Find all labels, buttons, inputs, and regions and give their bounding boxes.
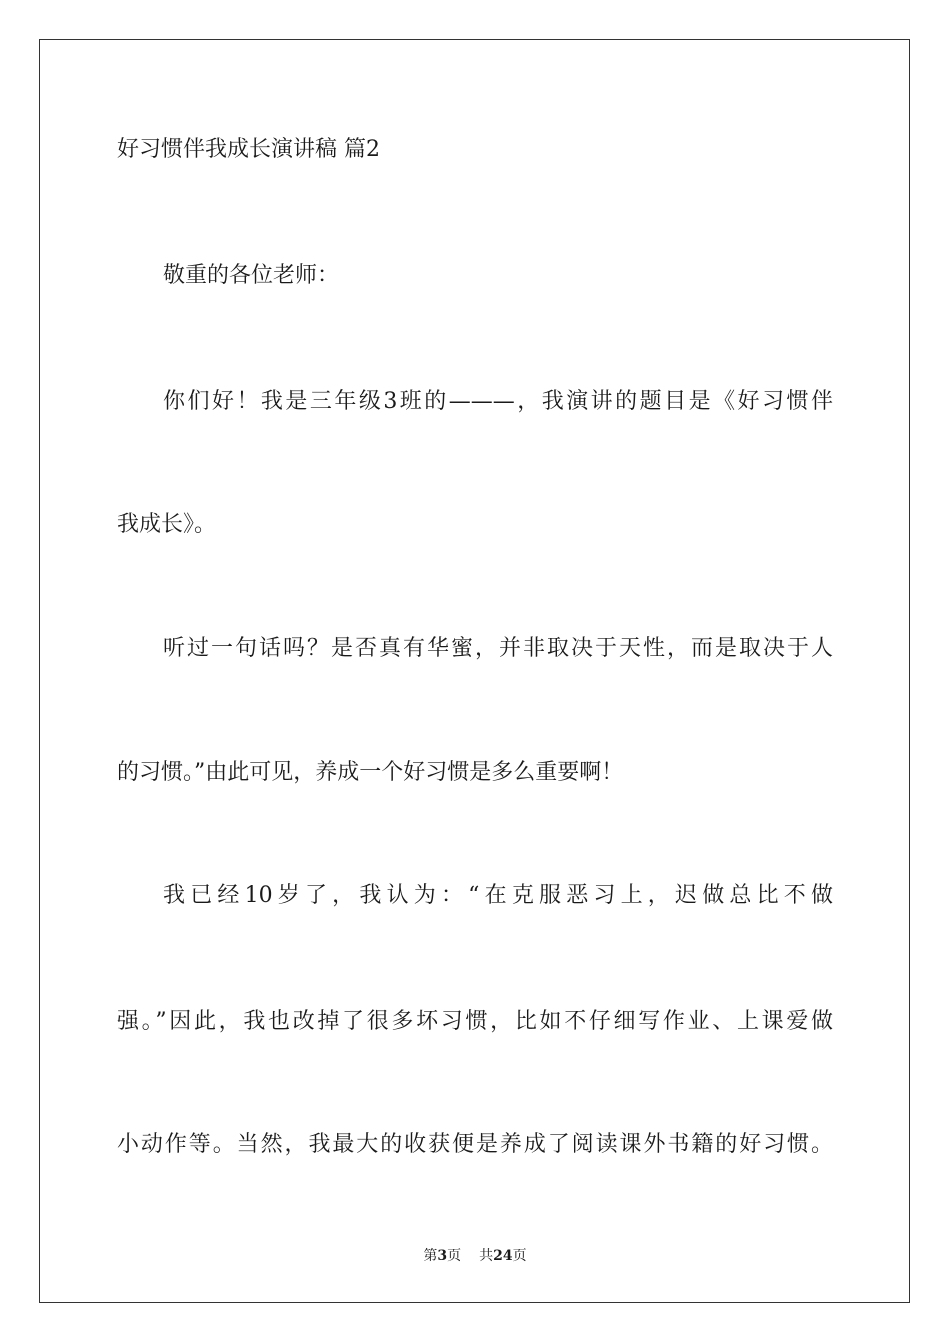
page-footer <box>0 1247 950 1265</box>
paragraph-1-line-1: 你们好！我是三年级3班的———，我演讲的题目是《好习惯伴 <box>163 389 833 414</box>
paragraph-3-line-1: 我已经10岁了，我认为：“在克服恶习上，迟做总比不做 <box>163 883 833 908</box>
paragraph-2-line-1: 听过一句话吗？是否真有华蜜，并非取决于天性，而是取决于人 <box>163 636 833 661</box>
paragraph-3-line-2: 强。”因此，我也改掉了很多坏习惯，比如不仔细写作业、上课爱做 <box>117 1009 833 1034</box>
page-border <box>39 39 910 1303</box>
salutation: 敬重的各位老师： <box>163 263 340 288</box>
document-title: 好习惯伴我成长演讲稿 篇2 <box>117 137 380 162</box>
page-suffix: 页 <box>447 1248 462 1264</box>
total-suffix: 页 <box>512 1248 527 1264</box>
paragraph-1-line-2: 我成长》。 <box>117 512 217 537</box>
page-prefix: 第 <box>423 1248 438 1264</box>
total-pages: 24 <box>493 1248 513 1264</box>
paragraph-3-line-3: 小动作等。当然，我最大的收获便是养成了阅读课外书籍的好习惯。 <box>117 1132 833 1157</box>
page-number: 3 <box>437 1248 448 1264</box>
total-prefix: 共 <box>479 1248 494 1264</box>
paragraph-2-line-2: 的习惯。”由此可见，养成一个好习惯是多么重要啊！ <box>117 760 624 785</box>
